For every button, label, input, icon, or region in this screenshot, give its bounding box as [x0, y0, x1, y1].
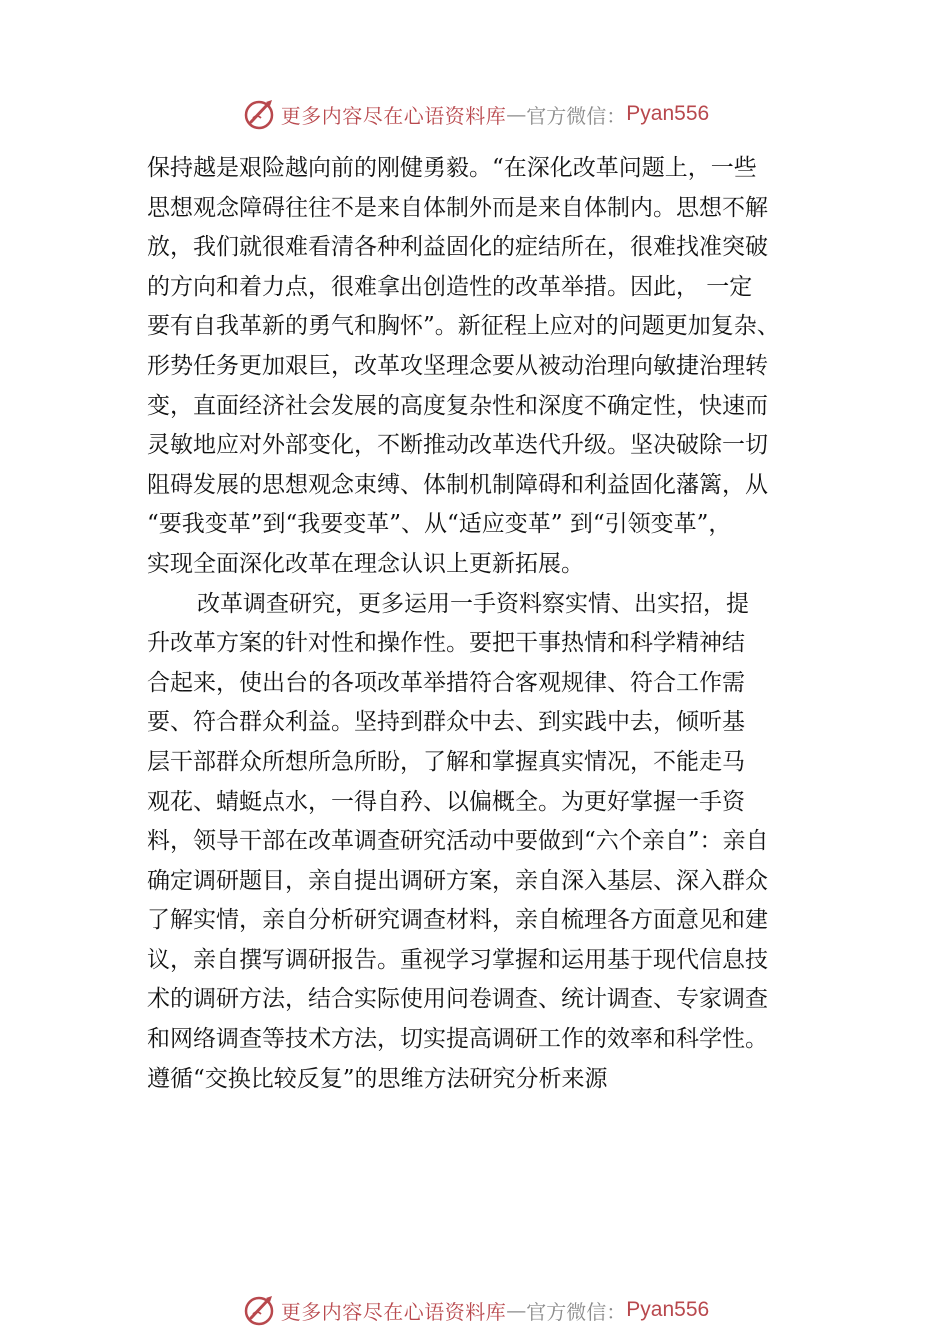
banner-site-text: 更多内容尽在心语资料库 [280, 103, 507, 128]
text-line: 合起来，使出台的各项改革举措符合客观规律、符合工作需 [147, 669, 745, 696]
header-watermark-banner [0, 94, 950, 134]
banner-wechat-label: 官方微信： [526, 103, 627, 128]
banner-wechat-label: 官方微信： [526, 1299, 627, 1324]
text-line: “要我变革”到“我要变革”、从“适应变革” 到“引领变革”， [147, 511, 732, 538]
text-line: 变，直面经济社会发展的高度复杂性和深度不确定性，快速而 [147, 392, 768, 419]
text-line: 形势任务更加艰巨，改革攻坚理念要从被动治理向敏捷治理转 [147, 352, 768, 379]
text-line: 保持越是艰险越向前的刚健勇毅。“在深化改革问题上，一些 [147, 155, 757, 181]
text-line: 放，我们就很难看清各种利益固化的症结所在，很难找准突破 [147, 234, 768, 261]
text-line: 升改革方案的针对性和操作性。要把干事热情和科学精神结 [147, 630, 745, 657]
text-line: 思想观念障碍往往不是来自体制外而是来自体制内。思想不解 [147, 194, 768, 221]
text-line: 层干部群众所想所急所盼，了解和掌握真实情况，不能走马 [147, 748, 745, 775]
text-line: 遵循“交换比较反复”的思维方法研究分析来源 [147, 1065, 608, 1092]
text-line: 的方向和着力点，很难拿出创造性的改革举措。因此， 一定 [147, 273, 753, 300]
footer-watermark-banner [0, 1290, 950, 1330]
text-line: 议，亲自撰写调研报告。重视学习掌握和运用基于现代信息技 [147, 946, 768, 973]
document-body [147, 149, 827, 1099]
text-line: 要、符合群众利益。坚持到群众中去、到实践中去，倾听基 [147, 709, 745, 736]
brush-logo-icon [241, 1292, 277, 1328]
paragraph-2 [147, 585, 827, 1100]
banner-site-text: 更多内容尽在心语资料库 [280, 1299, 507, 1324]
text-line: 料，领导干部在改革调查研究活动中要做到“六个亲自”：亲自 [147, 828, 769, 855]
text-line: 和网络调查等技术方法，切实提高调研工作的效率和科学性。 [147, 1026, 768, 1053]
banner-wechat-id: Pyan556 [626, 1298, 710, 1321]
text-line: 观花、蜻蜓点水，一得自矜、以偏概全。为更好掌握一手资 [147, 788, 745, 815]
text-line: 灵敏地应对外部变化，不断推动改革迭代升级。坚决破除一切 [147, 432, 768, 459]
text-line: 术的调研方法，结合实际使用问卷调查、统计调查、专家调查 [147, 986, 768, 1013]
paragraph-1 [147, 149, 827, 585]
text-line: 确定调研题目，亲自提出调研方案，亲自深入基层、深入群众 [147, 867, 768, 894]
banner-separator: — [506, 1298, 527, 1322]
banner-wechat-id: Pyan556 [626, 102, 710, 125]
text-line: 阻碍发展的思想观念束缚、体制机制障碍和利益固化藩篱，从 [147, 471, 768, 498]
text-line: 要有自我革新的勇气和胸怀”。新征程上应对的问题更加复杂、 [147, 313, 780, 340]
brush-logo-icon [241, 96, 277, 132]
banner-separator: — [506, 102, 527, 126]
text-line: 了解实情，亲自分析研究调查材料，亲自梳理各方面意见和建 [147, 907, 768, 934]
text-line: 改革调查研究，更多运用一手资料察实情、出实招，提 [197, 590, 749, 617]
text-line: 实现全面深化改革在理念认识上更新拓展。 [147, 550, 584, 577]
